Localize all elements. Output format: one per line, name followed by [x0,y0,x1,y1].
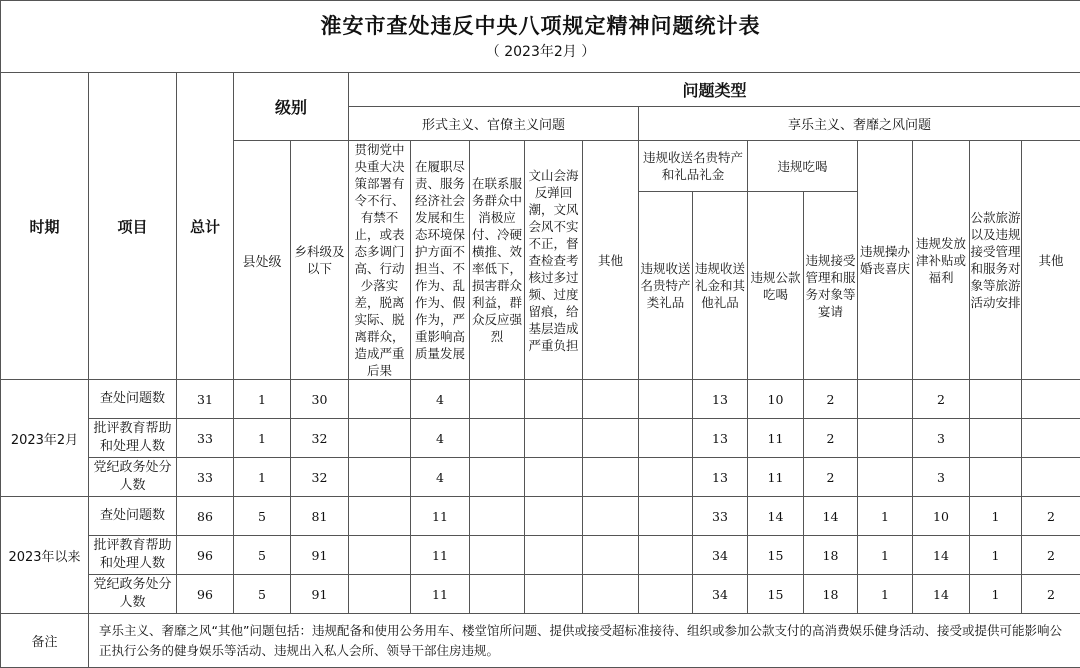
value-cell [970,419,1022,458]
value-cell [470,419,525,458]
value-cell: 14 [748,497,804,536]
value-cell: 32 [291,419,349,458]
value-cell: 2 [1022,536,1080,575]
period-cell: 2023年2月 [1,380,89,497]
value-cell: 86 [177,497,234,536]
table-row [1,497,1080,536]
value-cell: 11 [411,497,470,536]
header-formalism-col-1: 贯彻党中央重大决策部署有令不行、有禁不止，或表态多调门高、行动少落实差，脱离实际、脱离群众，造成严重后果 [349,141,411,380]
table-body [1,380,1080,614]
value-cell [470,458,525,497]
value-cell: 2 [1022,497,1080,536]
table-title-cell [1,1,1080,73]
value-cell [349,458,411,497]
header-accept-banquets: 违规接受管理和服务对象等宴请 [804,192,858,380]
page-subtitle: （ 2023年2月 ） [1,42,1080,62]
value-cell [970,458,1022,497]
header-period: 时期 [1,73,89,380]
value-cell: 91 [291,575,349,614]
table-row [1,575,1080,614]
value-cell: 31 [177,380,234,419]
table-row [1,380,1080,419]
value-cell: 14 [804,497,858,536]
value-cell [970,380,1022,419]
period-cell: 2023年以来 [1,497,89,614]
value-cell [639,380,693,419]
value-cell [583,536,639,575]
value-cell [583,497,639,536]
table-row [1,536,1080,575]
header-hedonism: 享乐主义、奢靡之风问题 [639,107,1080,141]
value-cell [349,380,411,419]
header-cash-gifts: 违规收送礼金和其他礼品 [693,192,748,380]
value-cell: 2 [804,380,858,419]
value-cell: 11 [411,575,470,614]
value-cell: 14 [913,575,970,614]
value-cell: 15 [748,575,804,614]
item-cell: 查处问题数 [89,497,177,536]
value-cell [639,458,693,497]
value-cell [639,575,693,614]
value-cell: 34 [693,536,748,575]
header-eating-group: 违规吃喝 [748,141,858,192]
value-cell [525,419,583,458]
value-cell: 1 [970,575,1022,614]
note-label: 备注 [1,614,89,668]
value-cell: 33 [177,419,234,458]
header-public-travel: 公款旅游以及违规接受管理和服务对象等旅游活动安排 [970,141,1022,380]
value-cell [349,419,411,458]
value-cell: 91 [291,536,349,575]
header-item: 项目 [89,73,177,380]
table-row [1,458,1080,497]
value-cell: 15 [748,536,804,575]
header-total: 总计 [177,73,234,380]
value-cell [470,575,525,614]
value-cell: 1 [858,497,913,536]
value-cell: 1 [858,575,913,614]
header-formalism: 形式主义、官僚主义问题 [349,107,639,141]
item-cell: 查处问题数 [89,380,177,419]
item-cell: 批评教育帮助和处理人数 [89,536,177,575]
value-cell: 10 [913,497,970,536]
value-cell: 34 [693,575,748,614]
value-cell: 11 [748,419,804,458]
value-cell: 11 [411,536,470,575]
value-cell: 3 [913,419,970,458]
note-text: 享乐主义、奢靡之风“其他”问题包括：违规配备和使用公务用车、楼堂馆所问题、提供或接受超标准接待、组织或参加公款支付的高消费娱乐健身活动、接受或提供可能影响公正执行公务的健身娱乐等活动、违规出入私人会所、领导干部住房违规。 [89,614,1080,668]
value-cell [858,380,913,419]
value-cell [349,536,411,575]
value-cell: 96 [177,575,234,614]
header-formalism-col-4: 文山会海反弹回潮，文风会风不实不正，督查检查考核过多过频、过度留痕，给基层造成严重负担 [525,141,583,380]
value-cell: 4 [411,458,470,497]
value-cell: 1 [234,380,291,419]
item-cell: 党纪政务处分人数 [89,458,177,497]
value-cell [583,575,639,614]
value-cell: 13 [693,419,748,458]
table-row [1,419,1080,458]
value-cell: 2 [1022,575,1080,614]
value-cell: 18 [804,536,858,575]
header-township-level: 乡科级及以下 [291,141,349,380]
value-cell: 4 [411,419,470,458]
value-cell: 32 [291,458,349,497]
header-level: 级别 [234,73,349,141]
value-cell [1022,419,1080,458]
header-allowances: 违规发放津补贴或福利 [913,141,970,380]
page-title: 淮安市查处违反中央八项规定精神问题统计表 [1,12,1080,40]
value-cell [858,419,913,458]
value-cell [525,497,583,536]
value-cell: 18 [804,575,858,614]
value-cell [525,458,583,497]
value-cell: 5 [234,575,291,614]
value-cell: 14 [913,536,970,575]
value-cell [858,458,913,497]
header-specialty-gifts: 违规收送名贵特产类礼品 [639,192,693,380]
value-cell: 3 [913,458,970,497]
value-cell [470,380,525,419]
value-cell [525,380,583,419]
header-formalism-col-3: 在联系服务群众中消极应付、冷硬横推、效率低下，损害群众利益，群众反应强烈 [470,141,525,380]
value-cell: 1 [234,458,291,497]
value-cell [583,419,639,458]
value-cell: 2 [913,380,970,419]
value-cell: 5 [234,497,291,536]
value-cell: 30 [291,380,349,419]
value-cell [1022,380,1080,419]
value-cell: 13 [693,458,748,497]
value-cell: 5 [234,536,291,575]
value-cell [349,497,411,536]
value-cell [349,575,411,614]
value-cell [639,497,693,536]
value-cell [583,380,639,419]
header-problem-type: 问题类型 [349,73,1080,107]
header-weddings-funerals: 违规操办婚丧喜庆 [858,141,913,380]
value-cell: 11 [748,458,804,497]
item-cell: 批评教育帮助和处理人数 [89,419,177,458]
value-cell: 2 [804,419,858,458]
value-cell [470,497,525,536]
header-hedonism-other: 其他 [1022,141,1080,380]
value-cell: 33 [693,497,748,536]
value-cell: 2 [804,458,858,497]
value-cell: 33 [177,458,234,497]
value-cell: 13 [693,380,748,419]
header-county-level: 县处级 [234,141,291,380]
item-cell: 党纪政务处分人数 [89,575,177,614]
value-cell [1022,458,1080,497]
header-formalism-other: 其他 [583,141,639,380]
value-cell [639,536,693,575]
value-cell: 1 [970,497,1022,536]
value-cell [470,536,525,575]
value-cell: 10 [748,380,804,419]
value-cell: 1 [970,536,1022,575]
value-cell [525,536,583,575]
header-public-dining: 违规公款吃喝 [748,192,804,380]
value-cell [525,575,583,614]
value-cell [639,419,693,458]
header-formalism-col-2: 在履职尽责、服务经济社会发展和生态环境保护方面不担当、不作为、乱作为、假作为，严重影响高质量发展 [411,141,470,380]
value-cell: 4 [411,380,470,419]
value-cell: 81 [291,497,349,536]
value-cell [583,458,639,497]
value-cell: 1 [234,419,291,458]
header-gifts-group: 违规收送名贵特产和礼品礼金 [639,141,748,192]
value-cell: 96 [177,536,234,575]
value-cell: 1 [858,536,913,575]
